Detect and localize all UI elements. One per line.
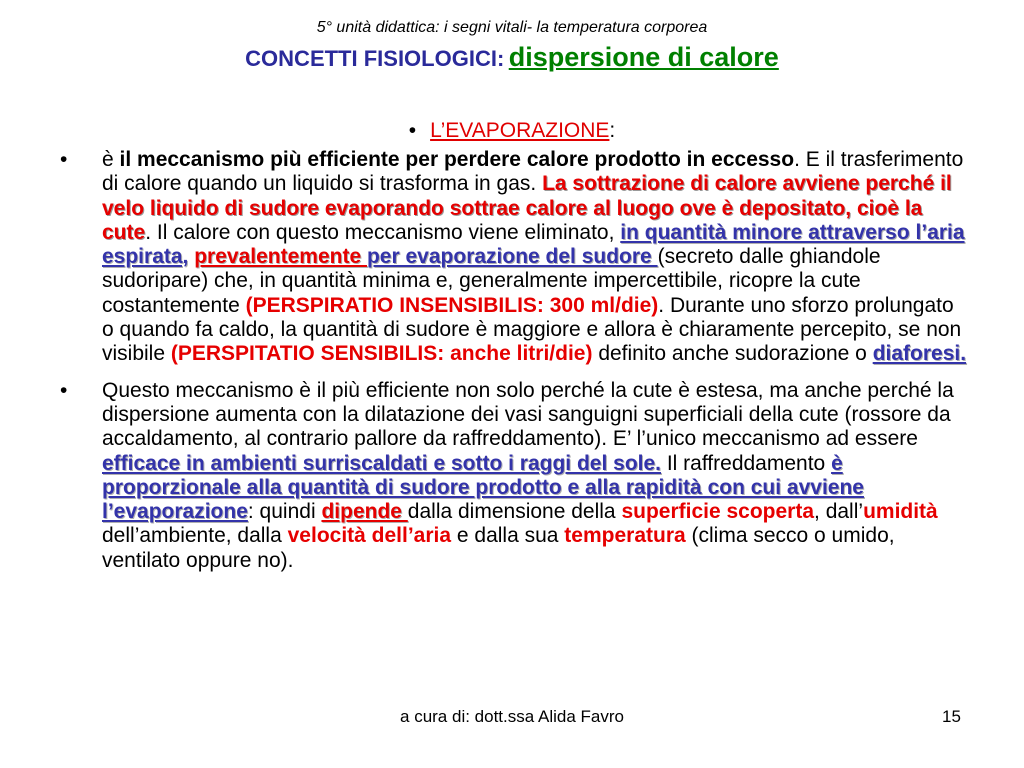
- bullet-paragraph-1: [60, 148, 970, 367]
- slide-header: [0, 18, 1024, 79]
- highlight-red: superficie scoperta: [621, 500, 815, 524]
- title-main: CONCETTI FISIOLOGICI:: [245, 46, 505, 71]
- text-run: , dall’: [814, 500, 864, 524]
- bullet-list: [60, 148, 970, 573]
- highlight-red-shadow: La sottrazione di calore avviene perché il velo liquido di sudore evaporando sottrae calore al luogo ove è depositato, cioè la cute: [102, 172, 952, 244]
- bullet-dot: •: [408, 119, 417, 142]
- text-run: Il raffreddamento: [661, 451, 832, 475]
- text-run: definito anche sudorazione o: [592, 342, 873, 366]
- highlight-blue-underline: è proporzionale alla quantità di sudore prodotto e alla rapidità con cui avviene l’evaporazione: [102, 451, 864, 524]
- title-accent: dispersione di calore: [508, 42, 779, 72]
- highlight-red: temperatura: [564, 524, 686, 548]
- highlight-red-underline: dipende: [321, 500, 408, 524]
- slide-title: [0, 40, 1024, 79]
- section-heading: [0, 118, 1024, 144]
- slide-subtitle: 5° unità didattica: i segni vitali- la temperatura corporea: [316, 19, 708, 36]
- highlight-blue-underline: efficace in ambienti surriscaldati e sotto i raggi del sole.: [102, 451, 662, 475]
- highlight-blue-underline: diaforesi.: [872, 342, 967, 366]
- highlight-red: (PERSPITATIO SENSIBILIS: anche litri/die): [170, 342, 593, 366]
- page-number: 15: [942, 707, 961, 726]
- text-run: (clima secco o umido, ventilato oppure no).: [102, 524, 895, 572]
- text-run: . Il calore con questo meccanismo viene eliminato,: [145, 220, 621, 244]
- text-run: . E il trasferimento di calore quando un liquido si trasforma in gas.: [102, 148, 964, 196]
- text-run: dalla dimensione della: [407, 500, 622, 524]
- bullet-dot: •: [60, 378, 68, 402]
- highlight-blue-underline: per evaporazione del sudore: [366, 245, 658, 269]
- footer-author: a cura di: dott.ssa Alida Favro: [400, 707, 624, 726]
- text-run: Questo meccanismo è il più efficiente non solo perché la cute è estesa, ma anche perché la dispersione aumenta con la dilatazione dei vasi sanguigni superficiali della cute (rossore da accaldamento, al contrario pallore da raffreddamento). E’ l’unico meccanismo ad essere: [102, 378, 954, 451]
- section-heading-colon: :: [609, 119, 616, 142]
- text-run: (secreto dalle ghiandole sudoripare) che, in quantità minima e, generalmente impercettibile, ricopre la cute costantemente: [102, 245, 881, 317]
- bold-run: il meccanismo più efficiente per perdere calore prodotto in eccesso: [119, 148, 795, 171]
- bullet-dot: •: [60, 148, 68, 171]
- bullet-paragraph-2: [60, 379, 970, 573]
- section-heading-label: L’EVAPORAZIONE: [430, 119, 610, 142]
- text-run: dell’ambiente, dalla: [102, 524, 288, 548]
- highlight-red: velocità dell’aria: [287, 524, 452, 548]
- text-run: è: [102, 148, 120, 171]
- highlight-red-underline: prevalentemente: [194, 245, 367, 269]
- text-run: . Durante uno sforzo prolungato o quando fa caldo, la quantità di sudore è maggiore e allora è chiaramente percepito, se non visibile: [102, 293, 962, 366]
- highlight-red: umidità: [863, 500, 938, 524]
- highlight-blue-underline: in quantità minore attraverso l’aria espirata,: [102, 220, 965, 269]
- highlight-red: (PERSPIRATIO INSENSIBILIS: 300 ml/die): [245, 293, 659, 317]
- text-run: e dalla sua: [451, 524, 565, 548]
- text-run: : quindi: [247, 500, 322, 524]
